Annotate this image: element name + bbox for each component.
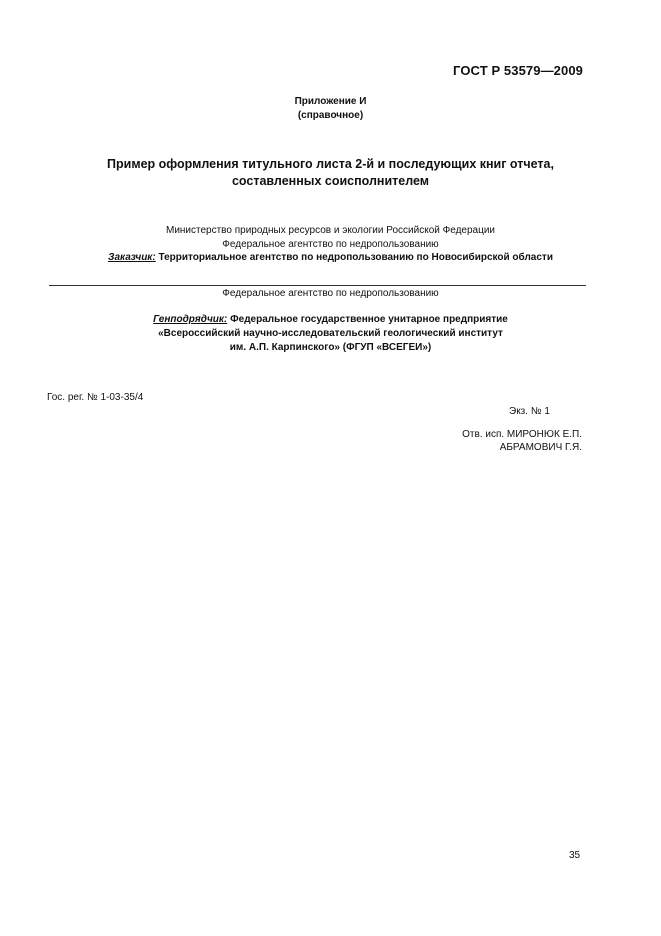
contractor-line-3: им. А.П. Карпинского» (ФГУП «ВСЕГЕИ») xyxy=(229,342,432,353)
organizations-block xyxy=(0,224,661,265)
customer-label: Заказчик: xyxy=(108,252,156,263)
ministry-name: Министерство природных ресурсов и экологии Российской Федерации xyxy=(165,225,495,236)
customer-name: Территориальное агентство по недропользованию по Новосибирской области xyxy=(155,252,553,263)
responsible-line-2: АБРАМОВИЧ Г.Я. xyxy=(499,442,582,453)
state-registration: Гос. рег. № 1-03-35/4 xyxy=(47,392,144,403)
contractor-name-1: Федеральное государственное унитарное предприятие xyxy=(227,314,508,325)
page-number: 35 xyxy=(569,850,581,861)
appendix-title: Приложение И xyxy=(294,96,367,107)
agency-name: Федеральное агентство по недропользованию xyxy=(222,238,439,250)
title-line-2: составленных соисполнителем xyxy=(231,174,430,188)
contractor-block xyxy=(0,313,661,355)
responsible-line-1: Отв. исп. МИРОНЮК Е.П. xyxy=(462,429,582,440)
customer-line xyxy=(0,251,661,265)
contractor-label: Генподрядчик: xyxy=(153,314,228,325)
standard-code: ГОСТ Р 53579—2009 xyxy=(453,63,583,78)
contractor-line-1 xyxy=(0,313,661,327)
responsible-executors xyxy=(462,428,582,454)
appendix-heading xyxy=(0,95,661,123)
contractor-line-2: «Всероссийский научно-исследовательский геологический институт xyxy=(158,328,503,339)
agency-below-rule: Федеральное агентство по недропользованию xyxy=(222,288,439,299)
title-line-1: Пример оформления титульного листа 2-й и последующих книг отчета, xyxy=(107,157,554,171)
copy-number: Экз. № 1 xyxy=(509,406,550,417)
document-title xyxy=(0,156,661,190)
appendix-subtitle: (справочное) xyxy=(297,110,364,121)
divider-line xyxy=(49,285,586,286)
